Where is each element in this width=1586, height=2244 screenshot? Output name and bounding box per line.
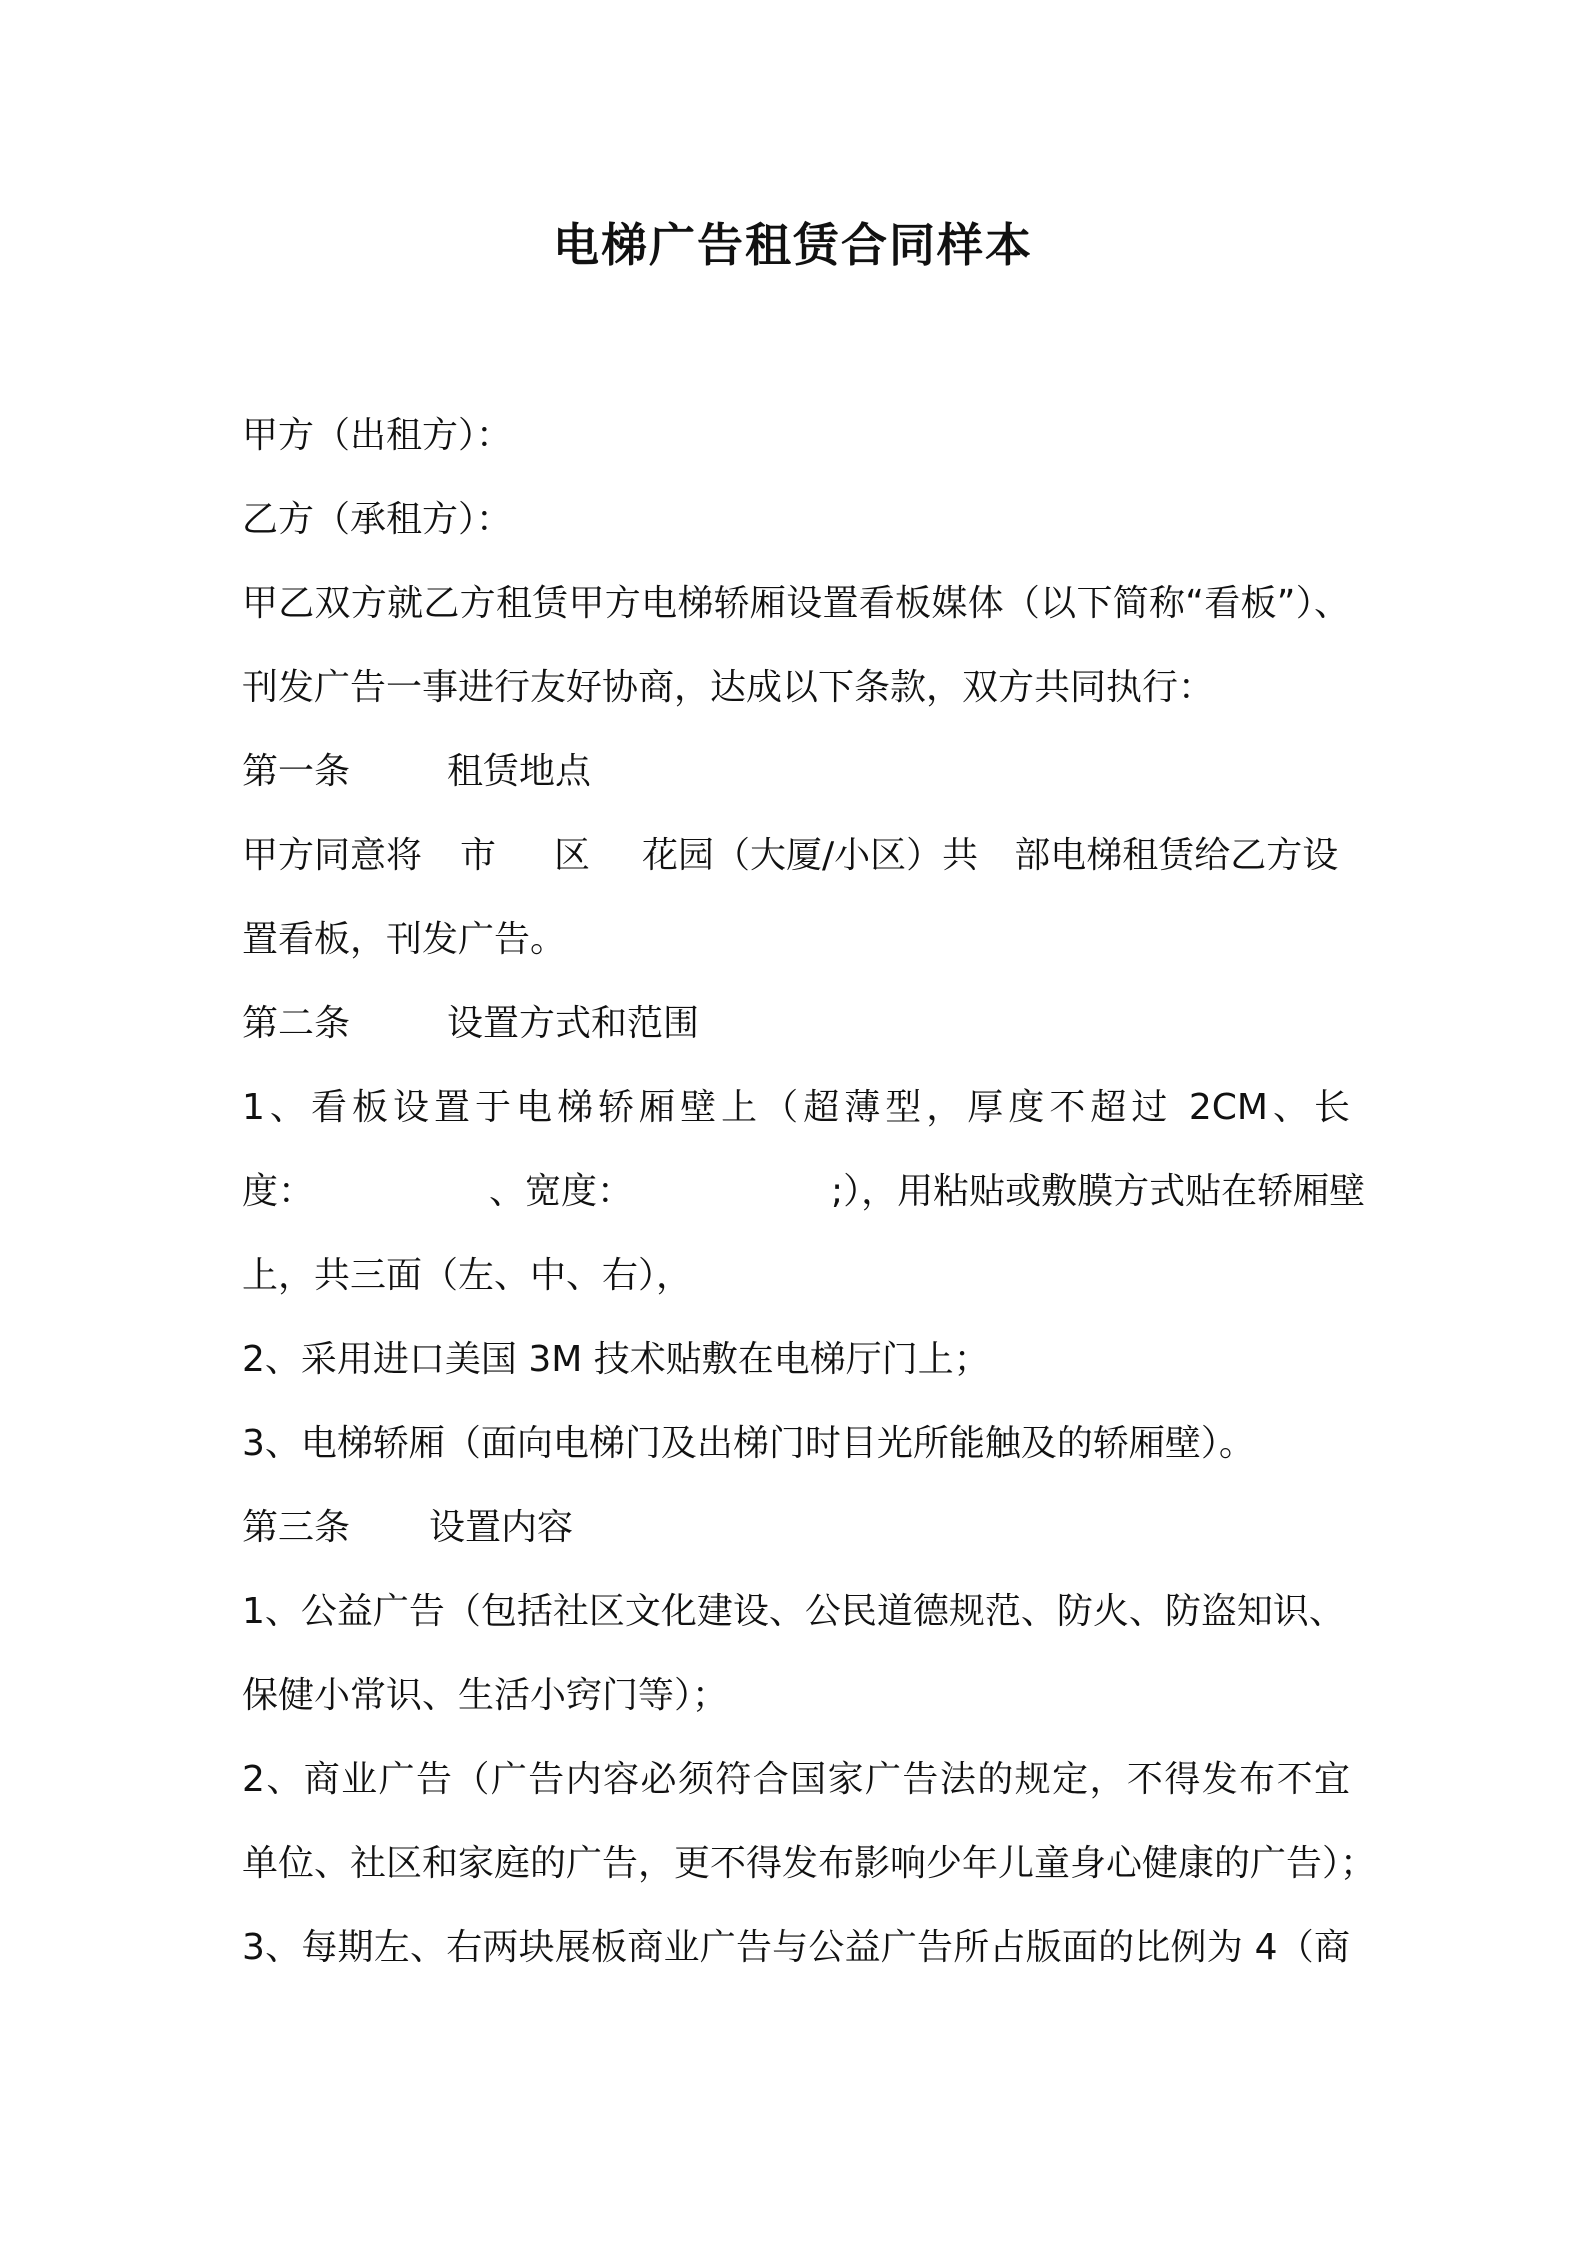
article2-header bbox=[242, 994, 1362, 1054]
article3-header bbox=[242, 1498, 1362, 1558]
article1-heading: 租赁地点 bbox=[447, 751, 592, 792]
article3-item2-line-1: 2、商业广告（广告内容必须符合国家广告法的规定，不得发布不宜 bbox=[242, 1759, 1350, 1800]
article1-text-d: 花园（大厦/小区）共 bbox=[642, 835, 979, 876]
article2-item1-line-3: 上，共三面（左、中、右）， bbox=[242, 1255, 693, 1296]
intro-line-1: 甲乙双方就乙方租赁甲方电梯轿厢设置看板媒体（以下简称“看板”）、 bbox=[242, 583, 1350, 624]
article3-heading: 设置内容 bbox=[429, 1507, 574, 1548]
party-b-line: 乙方（承租方）： bbox=[242, 499, 513, 540]
document-title: 电梯广告租赁合同样本 bbox=[553, 218, 1033, 272]
article3-item1-line-2: 保健小常识、生活小窍门等）； bbox=[242, 1675, 729, 1716]
article1-text-a: 甲方同意将 bbox=[242, 835, 423, 876]
party-a-line: 甲方（出租方）： bbox=[242, 415, 513, 456]
article2-heading: 设置方式和范围 bbox=[447, 1003, 700, 1044]
width-label: 、宽度： bbox=[489, 1171, 634, 1212]
article2-item3: 3、电梯轿厢（面向电梯门及出梯门时目光所能触及的轿厢壁）。 bbox=[242, 1423, 1255, 1464]
length-label: 度： bbox=[242, 1171, 315, 1212]
article3-item3-line-1: 3、每期左、右两块展板商业广告与公益广告所占版面的比例为 4（商 bbox=[242, 1927, 1350, 1968]
article3-item1-line-1: 1、公益广告（包括社区文化建设、公民道德规范、防火、防盗知识、 bbox=[242, 1591, 1345, 1632]
article3-number: 第三条 bbox=[242, 1507, 351, 1548]
article1-text-b: 市 bbox=[460, 835, 497, 876]
article2-item1-line-2 bbox=[242, 1162, 1366, 1222]
article3-item2-line-2: 单位、社区和家庭的广告，更不得发布影响少年儿童身心健康的广告）； bbox=[242, 1843, 1377, 1884]
intro-line-2: 刊发广告一事进行友好协商，达成以下条款，双方共同执行： bbox=[242, 667, 1215, 708]
article1-text-e: 部电梯租赁给乙方设 bbox=[1014, 835, 1339, 876]
article1-header bbox=[242, 742, 1362, 802]
article2-item2: 2、采用进口美国 3M 技术贴敷在电梯厅门上； bbox=[242, 1339, 990, 1380]
article2-number: 第二条 bbox=[242, 1003, 351, 1044]
article1-text-line-2: 置看板，刊发广告。 bbox=[242, 919, 567, 960]
article1-text-line-1 bbox=[242, 826, 1362, 886]
article2-item1-line-2-rest: ;），用粘贴或敷膜方式贴在轿厢壁 bbox=[831, 1171, 1366, 1212]
article1-text-c: 区 bbox=[554, 835, 591, 876]
article1-number: 第一条 bbox=[242, 751, 351, 792]
article2-item1-line-1: 1、看板设置于电梯轿厢壁上（超薄型，厚度不超过 2CM、长 bbox=[242, 1087, 1350, 1128]
